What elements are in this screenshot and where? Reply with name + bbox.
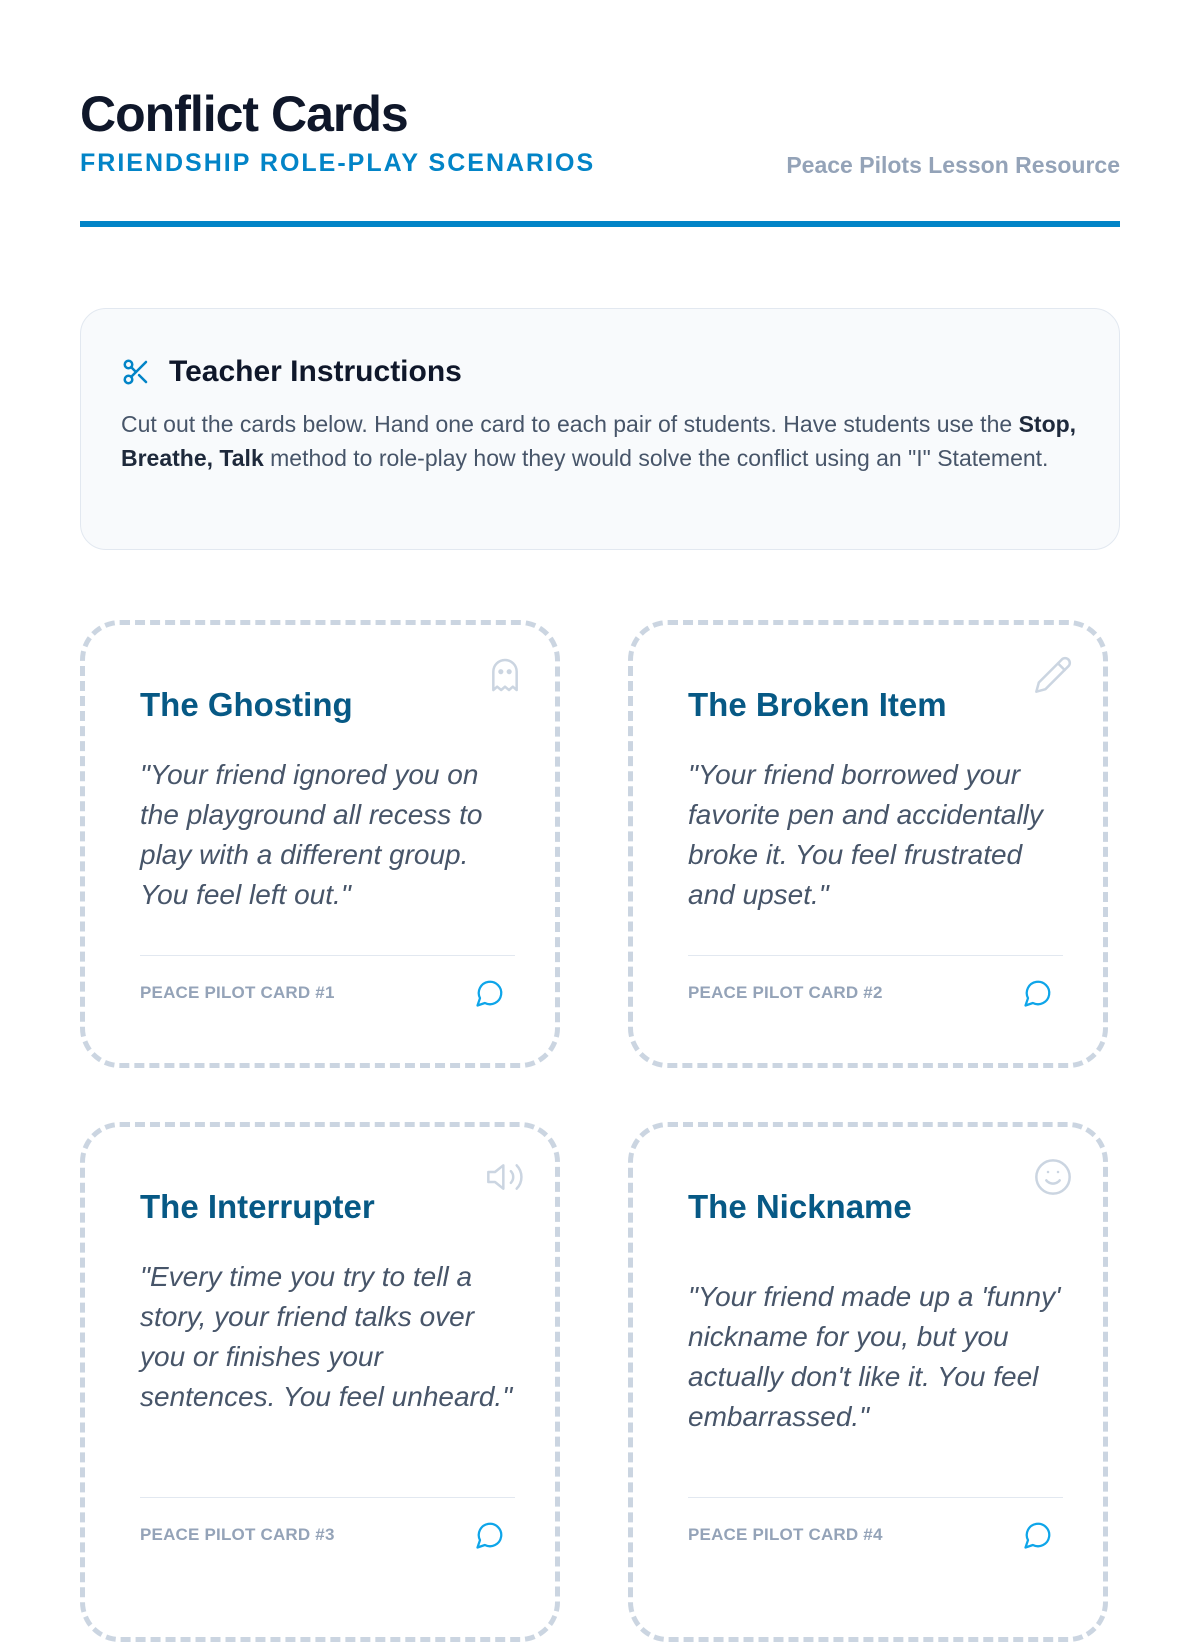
- instructions-method-name: Stop, Breathe, Talk: [121, 411, 1077, 471]
- teacher-instructions-box: [80, 308, 1120, 550]
- worksheet-page: [80, 0, 1120, 1600]
- scissors-icon: [121, 357, 151, 387]
- card-title: The Broken Item: [688, 686, 947, 723]
- chat-bubble-icon: [1023, 978, 1053, 1008]
- instructions-text-start: Cut out the cards below. Hand one card to each pair of students. Have students use the: [121, 411, 1019, 437]
- chat-bubble-icon: [475, 1520, 505, 1550]
- card-scenario: "Your friend ignored you on the playground all recess to play with a different group. You feel left out.": [140, 759, 483, 910]
- card-divider: [688, 955, 1063, 956]
- conflict-card-4: [628, 1122, 1108, 1642]
- card-number: PEACE PILOT CARD #3: [140, 1525, 335, 1544]
- chat-bubble-icon: [1023, 1520, 1053, 1550]
- conflict-card-3: [80, 1122, 560, 1642]
- ghost-icon: [485, 655, 525, 695]
- instructions-heading: Teacher Instructions: [169, 355, 462, 388]
- card-number: PEACE PILOT CARD #2: [688, 983, 883, 1002]
- chat-bubble-icon: [475, 978, 505, 1008]
- card-divider: [140, 955, 515, 956]
- speaker-icon: [485, 1157, 525, 1197]
- instructions-text: [121, 407, 1081, 475]
- card-title: The Nickname: [688, 1188, 912, 1225]
- header-divider: [80, 221, 1120, 227]
- pencil-icon: [1033, 655, 1073, 695]
- instructions-text-end: method to role-play how they would solve the conflict using an "I" Statement.: [263, 445, 1049, 471]
- card-scenario: "Every time you try to tell a story, your friend talks over you or finishes your sentences. You feel unheard.": [140, 1261, 513, 1412]
- smiley-icon: [1033, 1157, 1073, 1197]
- card-title: The Interrupter: [140, 1188, 375, 1225]
- card-divider: [140, 1497, 515, 1498]
- resource-label: Peace Pilots Lesson Resource: [786, 152, 1120, 178]
- page-header: [80, 78, 1120, 228]
- page-title: Conflict Cards: [80, 86, 408, 142]
- page-subtitle: FRIENDSHIP ROLE-PLAY SCENARIOS: [80, 149, 596, 177]
- card-scenario: "Your friend borrowed your favorite pen and accidentally broke it. You feel frustrated and upset.": [688, 759, 1043, 910]
- card-scenario: "Your friend made up a 'funny' nickname for you, but you actually don't like it. You feel embarrassed.": [688, 1281, 1061, 1432]
- card-title: The Ghosting: [140, 686, 353, 723]
- card-divider: [688, 1497, 1063, 1498]
- card-number: PEACE PILOT CARD #4: [688, 1525, 883, 1544]
- card-number: PEACE PILOT CARD #1: [140, 983, 335, 1002]
- conflict-card-1: [80, 620, 560, 1068]
- conflict-card-2: [628, 620, 1108, 1068]
